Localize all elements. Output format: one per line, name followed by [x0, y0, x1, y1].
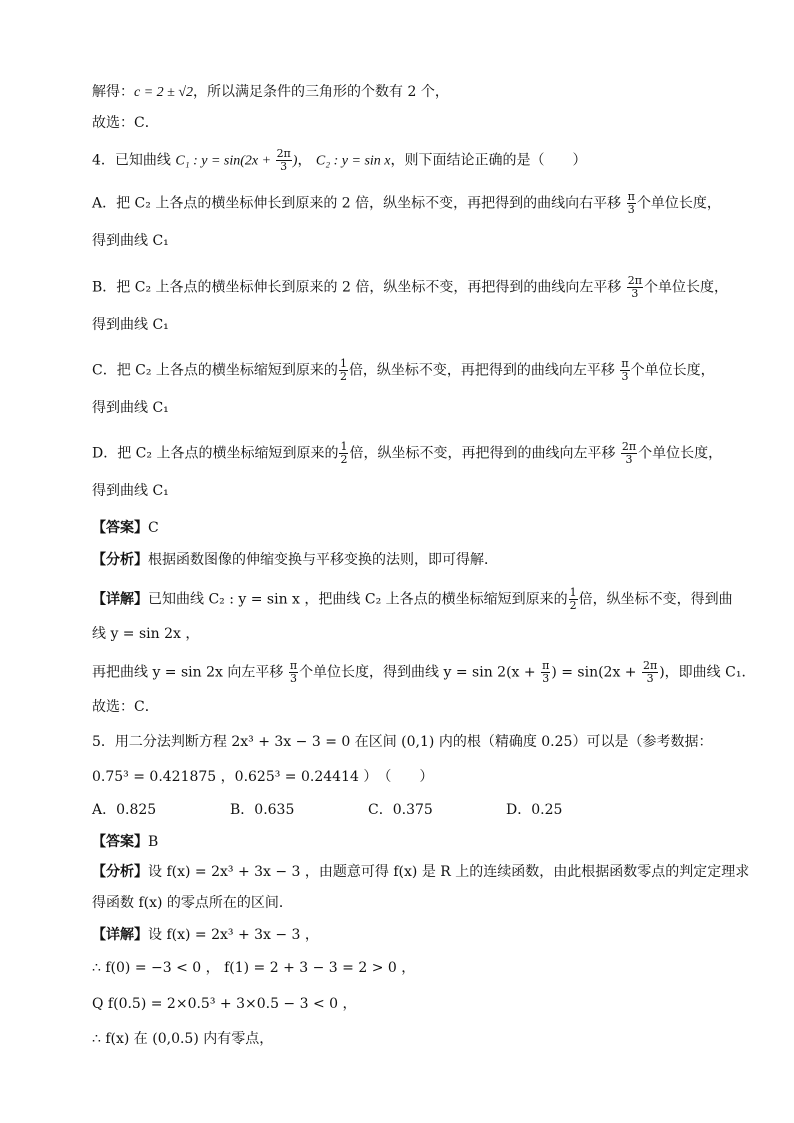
q5-option-a: A．0.825	[92, 802, 157, 818]
q4-option-c: C．把 C₂ 上各点的横坐标缩短到原来的 $\frac{1}{2}$ 倍，纵坐标不变，再把得到的曲线向左平移 $\frac{\pi}{3}$ 个单位长度，	[92, 357, 715, 383]
q5-detail-4: ∴ f(x) 在 (0,0.5) 内有零点，	[92, 1031, 274, 1047]
q4-analysis: 【分析】根据函数图像的伸缩变换与平移变换的法则，即可得解．	[92, 552, 498, 568]
fraction: $\frac{2\pi}{3}$	[621, 440, 637, 466]
q5-detail-3: Q f(0.5) = 2×0.5³ + 3×0.5 − 3 < 0 ，	[92, 996, 357, 1012]
q4-option-b-cont: 得到曲线 C₁	[92, 317, 169, 333]
q5-option-d: D．0.25	[506, 802, 563, 818]
q4-stem: 4．已知曲线 C₁ : y = sin(2x + $\frac{2\pi}{3}$ )， C₂ : y = sin x，则下面结论正确的是（ ）	[92, 147, 587, 173]
q4-choose: 故选：C．	[92, 699, 159, 715]
q5-reference: 0.75³ = 0.421875 ，0.625³ = 0.24414 ） （ ）	[92, 769, 434, 785]
fraction: $\frac{2\pi}{3}$	[627, 274, 643, 300]
q4-option-d: D．把 C₂ 上各点的横坐标缩短到原来的 $\frac{1}{2}$ 倍，纵坐标不变，再把得到的曲线向左平移 $\frac{2\pi}{3}$ 个单位长度，	[92, 440, 723, 466]
q4-option-d-cont: 得到曲线 C₁	[92, 483, 169, 499]
q4-detail-3: 再把曲线 y = sin 2x 向左平移 $\frac{\pi}{3}$ 个单位长度，得到曲线 y = sin 2(x + $\frac{\pi}{3}$ ) = sin(2x + $\frac{2\pi}{3}$ )，即曲线 C₁．	[92, 659, 756, 685]
q5-analysis-2: 得函数 f(x) 的零点所在的区间．	[92, 895, 293, 911]
q4-option-c-cont: 得到曲线 C₁	[92, 400, 169, 416]
fraction: $\frac{1}{2}$	[569, 586, 577, 612]
q4-option-a-cont: 得到曲线 C₁	[92, 233, 169, 249]
q5-analysis-1: 【分析】设 f(x) = 2x³ + 3x − 3 ，由题意可得 f(x) 是 R 上的连续函数，由此根据函数零点的判定定理求	[92, 864, 750, 880]
solution-line: 解得：c = 2 ± √2，所以满足条件的三角形的个数有 2 个，	[92, 84, 449, 100]
fraction: $\frac{\pi}{3}$	[621, 357, 629, 383]
q4-answer: 【答案】C	[92, 520, 159, 536]
q5-options	[92, 800, 712, 820]
q5-stem: 5．用二分法判断方程 2x³ + 3x − 3 = 0 在区间 (0,1) 内的根（精确度 0.25）可以是（参考数据：	[92, 734, 713, 750]
q5-detail-1: 【详解】设 f(x) = 2x³ + 3x − 3 ，	[92, 927, 319, 943]
fraction: $\frac{2\pi}{3}$	[276, 147, 291, 173]
q4-option-a: A．把 C₂ 上各点的横坐标伸长到原来的 2 倍，纵坐标不变，再把得到的曲线向右平移 $\frac{\pi}{3}$ 个单位长度，	[92, 190, 721, 216]
fraction: $\frac{1}{2}$	[339, 357, 347, 383]
q5-answer: 【答案】B	[92, 834, 159, 850]
fraction: $\frac{2\pi}{3}$	[642, 659, 658, 685]
q5-detail-2: ∴ f(0) = −3 < 0 ， f(1) = 2 + 3 − 3 = 2 > 0 ，	[92, 960, 416, 976]
fraction: $\frac{1}{2}$	[340, 440, 348, 466]
fraction: $\frac{\pi}{3}$	[289, 659, 298, 685]
q4-detail-2: 线 y = sin 2x ，	[92, 626, 200, 642]
q5-option-c: C．0.375	[368, 802, 433, 818]
fraction: $\frac{\pi}{3}$	[627, 190, 635, 216]
q4-option-b: B．把 C₂ 上各点的横坐标伸长到原来的 2 倍，纵坐标不变，再把得到的曲线向左平移 $\frac{2\pi}{3}$ 个单位长度，	[92, 274, 729, 300]
q4-detail-1: 【详解】已知曲线 C₂ : y = sin x ，把曲线 C₂ 上各点的横坐标缩短到原来的 $\frac{1}{2}$ 倍，纵坐标不变，得到曲	[92, 586, 733, 612]
q5-option-b: B．0.635	[230, 802, 295, 818]
fraction: $\frac{\pi}{3}$	[542, 659, 550, 685]
choose-line: 故选：C．	[92, 115, 159, 131]
